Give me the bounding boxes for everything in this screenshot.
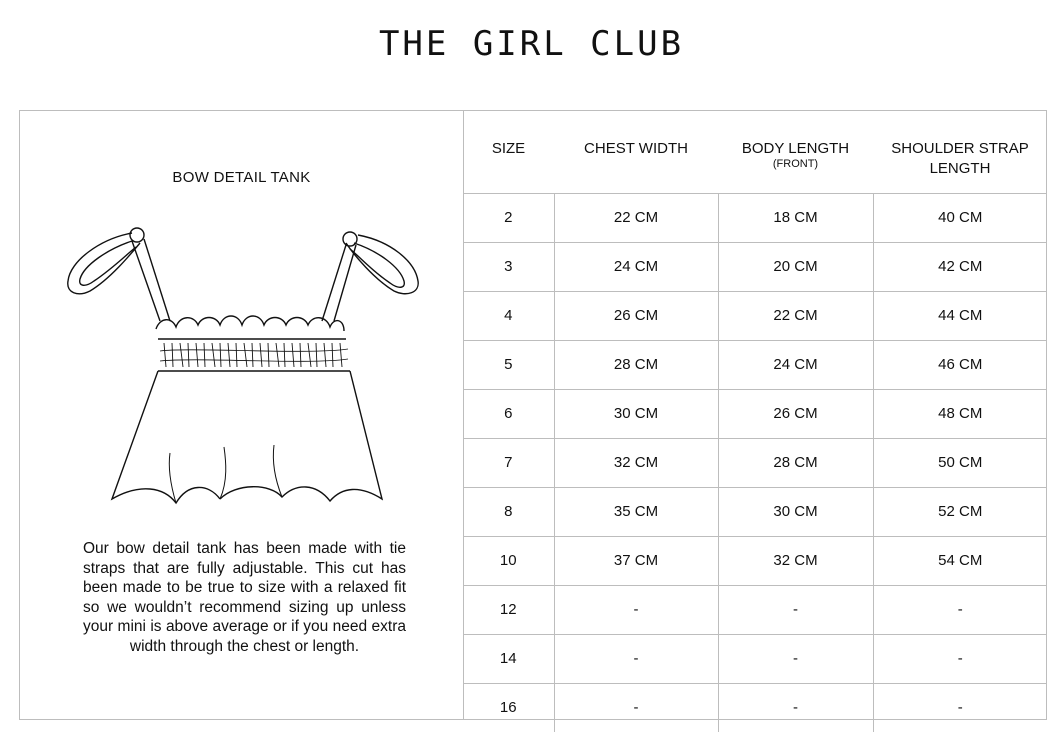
table-row — [463, 193, 1047, 242]
cell-size: 12 — [463, 585, 554, 634]
cell-body: 20 CM — [718, 242, 873, 291]
cell-chest: 37 CM — [554, 536, 718, 585]
garment-panel — [20, 111, 464, 719]
cell-body: 24 CM — [718, 340, 873, 389]
cell-chest: - — [554, 585, 718, 634]
cell-size: 6 — [463, 389, 554, 438]
cell-chest: 32 CM — [554, 438, 718, 487]
cell-size: 5 — [463, 340, 554, 389]
cell-size: 14 — [463, 634, 554, 683]
cell-strap: 52 CM — [873, 487, 1047, 536]
cell-body: - — [718, 585, 873, 634]
cell-chest: 24 CM — [554, 242, 718, 291]
cell-body: 30 CM — [718, 487, 873, 536]
cell-chest: 30 CM — [554, 389, 718, 438]
cell-size: 8 — [463, 487, 554, 536]
cell-size: 10 — [463, 536, 554, 585]
table-row — [463, 536, 1047, 585]
cell-chest: - — [554, 634, 718, 683]
cell-strap: 46 CM — [873, 340, 1047, 389]
garment-title: BOW DETAIL TANK — [172, 169, 311, 186]
cell-size: 7 — [463, 438, 554, 487]
table-row — [463, 242, 1047, 291]
header-body-length-label: BODY LENGTH — [741, 140, 850, 157]
cell-strap: - — [873, 683, 1047, 732]
cell-strap: 48 CM — [873, 389, 1047, 438]
cell-body: 26 CM — [718, 389, 873, 438]
table-row — [463, 340, 1047, 389]
table-row — [463, 634, 1047, 683]
table-row — [463, 438, 1047, 487]
cell-strap: 44 CM — [873, 291, 1047, 340]
header-shoulder-strap-length: SHOULDER STRAP LENGTH — [873, 111, 1047, 193]
cell-strap: - — [873, 634, 1047, 683]
cell-chest: - — [554, 683, 718, 732]
cell-body: 18 CM — [718, 193, 873, 242]
cell-size: 16 — [499, 699, 517, 716]
table-row — [463, 683, 1047, 732]
brand-logo: THE GIRL CLUB — [378, 24, 685, 64]
cell-chest: 28 CM — [554, 340, 718, 389]
table-row — [463, 389, 1047, 438]
size-guide-panel — [19, 110, 1047, 720]
header-body-length-sub: (FRONT) — [772, 158, 819, 170]
cell-size: 3 — [463, 242, 554, 291]
cell-body: 32 CM — [718, 536, 873, 585]
cell-strap: 40 CM — [873, 193, 1047, 242]
cell-size: 2 — [463, 193, 554, 242]
cell-strap: 54 CM — [873, 536, 1047, 585]
size-chart-table — [463, 111, 1047, 732]
cell-strap: 50 CM — [873, 438, 1047, 487]
cell-chest: 35 CM — [554, 487, 718, 536]
table-row — [463, 487, 1047, 536]
table-row — [463, 585, 1047, 634]
cell-strap: 42 CM — [873, 242, 1047, 291]
table-header-row — [463, 111, 1047, 193]
header-size: SIZE — [463, 111, 554, 193]
cell-size: 4 — [463, 291, 554, 340]
tank-illustration — [60, 221, 420, 521]
cell-strap: - — [873, 585, 1047, 634]
cell-body: - — [718, 634, 873, 683]
header-chest-width: CHEST WIDTH — [554, 111, 718, 193]
product-description: Our bow detail tank has been made with tie straps that are fully adjustable. This cut has been made to be true to size with a relaxed fit so we wouldn’t recommend sizing up unless your mini is above average or if you need extra width through the chest or length. — [83, 540, 406, 655]
cell-body: 22 CM — [718, 291, 873, 340]
cell-body: 28 CM — [718, 438, 873, 487]
header-body-length — [718, 111, 873, 193]
cell-body: - — [718, 683, 873, 732]
cell-chest: 26 CM — [554, 291, 718, 340]
cell-chest: 22 CM — [554, 193, 718, 242]
table-row — [463, 291, 1047, 340]
